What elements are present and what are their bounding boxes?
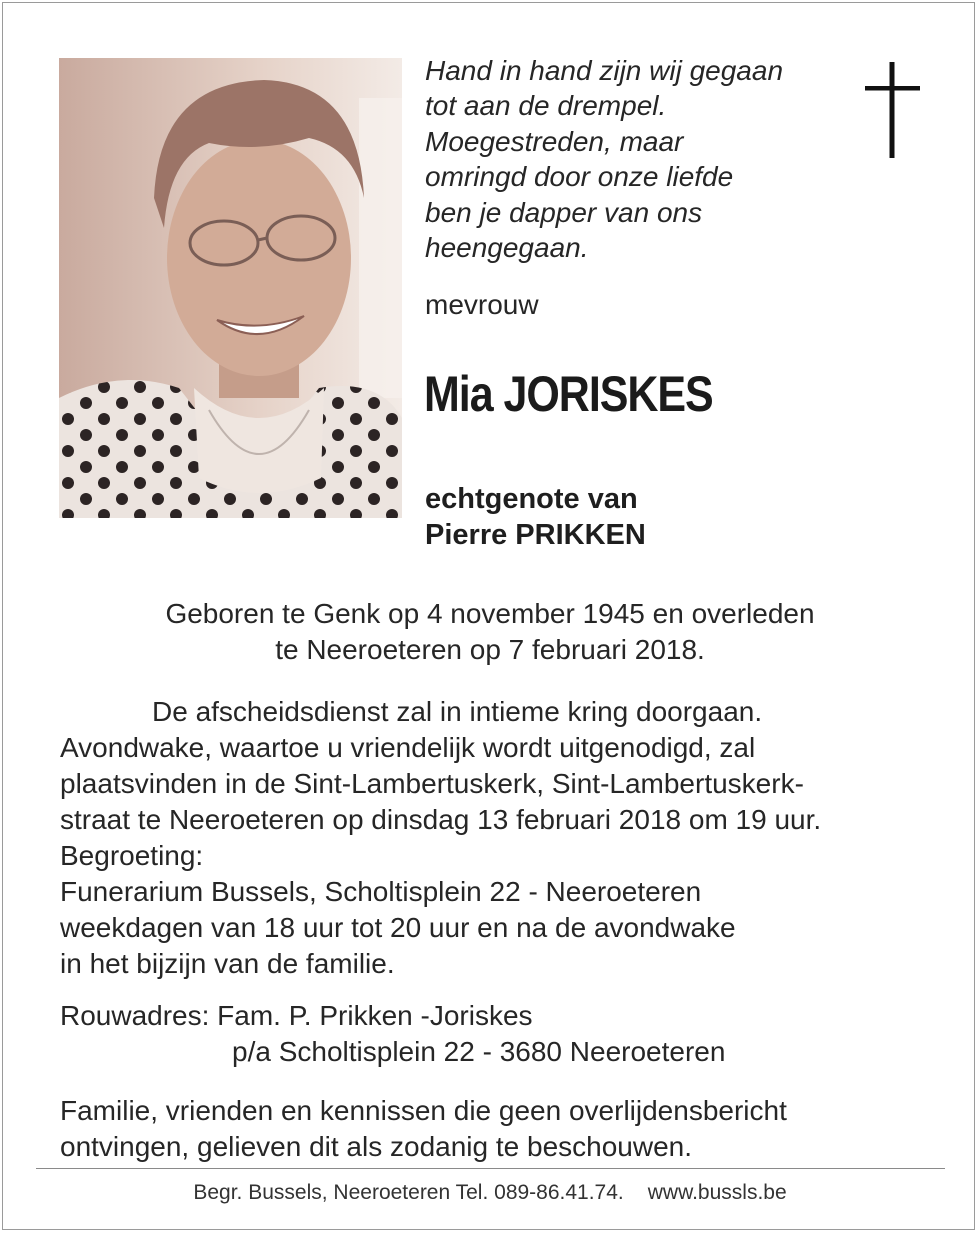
footer-divider [36,1168,945,1169]
closing-line: Familie, vrienden en kennissen die geen overlijdensbericht [60,1095,787,1126]
service-line: weekdagen van 18 uur tot 20 uur en na de avondwake [60,912,736,943]
spouse-block [425,481,646,553]
deceased-name: Mia JORISKES [424,366,713,422]
salutation: mevrouw [425,289,539,320]
service-line: De afscheidsdienst zal in intieme kring doorgaan. [152,696,763,727]
service-line: Begroeting: [60,840,204,871]
mourning-address [60,998,725,1070]
service-details [60,694,940,982]
service-line: in het bijzijn van de familie. [60,948,395,979]
relation-label: echtgenote van [425,483,638,515]
service-line: Avondwake, waartoe u vriendelijk wordt uitgenodigd, zal [60,732,756,763]
service-line: Funerarium Bussels, Scholtisplein 22 - Neeroeteren [60,876,702,907]
birth-death-line: Geboren te Genk op 4 november 1945 en overleden [165,598,815,629]
service-line: straat te Neeroeteren op dinsdag 13 februari 2018 om 19 uur. [60,804,822,835]
poem-line: tot aan de drempel. [425,90,667,122]
spouse-name: Pierre PRIKKEN [425,519,646,551]
address-line: Rouwadres: Fam. P. Prikken -Joriskes [60,1000,533,1031]
portrait-photo [59,58,402,518]
funeral-home-contact: Begr. Bussels, Neeroeteren Tel. 089-86.41.74. [193,1181,624,1204]
birth-death-line: te Neeroeteren op 7 februari 2018. [275,634,705,665]
footer [0,1181,980,1205]
cross-icon [862,62,922,162]
poem [425,53,855,265]
birth-death-info [60,596,920,668]
closing-note [60,1093,787,1165]
poem-line: Hand in hand zijn wij gegaan [425,55,784,86]
poem-line: heengegaan. [425,232,589,264]
poem-line: omringd door onze liefde [425,161,734,193]
poem-line: Moegestreden, maar [425,125,684,157]
closing-line: ontvingen, gelieven dit als zodanig te beschouwen. [60,1131,692,1162]
website-link[interactable]: www.bussls.be [647,1181,787,1204]
service-line: plaatsvinden in de Sint-Lambertuskerk, Sint-Lambertuskerk- [60,768,804,799]
address-line: p/a Scholtisplein 22 - 3680 Neeroeteren [232,1036,726,1067]
poem-line: ben je dapper van ons [425,196,703,228]
